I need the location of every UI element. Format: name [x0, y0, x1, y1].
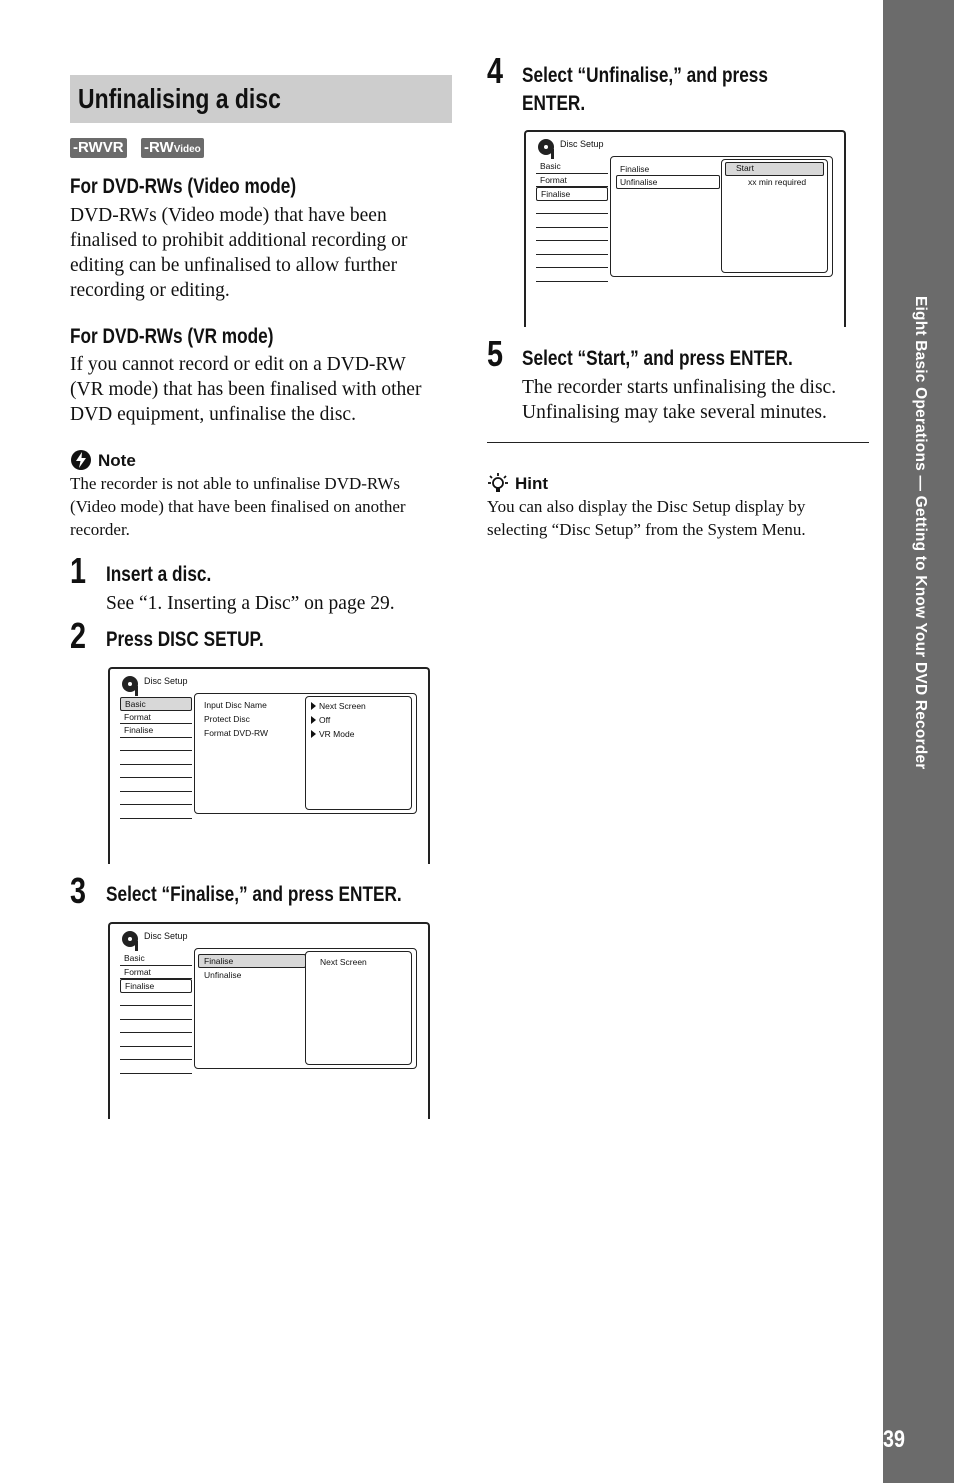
vr-mode-text: If you cannot record or edit on a DVD-RW (VR mode) that has been finalised with other DVD equipment, unfinalise the disc.	[70, 354, 422, 425]
screen-disc-setup-finalise	[108, 922, 430, 1119]
menu-item-finalise[interactable]: Finalise	[120, 979, 192, 993]
options-panel	[721, 159, 828, 273]
menu-item-format[interactable]: Format	[536, 174, 608, 188]
step-1-title: Insert a disc.	[106, 563, 212, 586]
step-3-number: 3	[70, 870, 87, 911]
chapter-title: Eight Basic Operations — Getting to Know Your DVD Recorder	[912, 296, 929, 770]
menu-item-basic[interactable]: Basic	[120, 952, 192, 966]
item-unfinalise[interactable]: Unfinalise	[620, 177, 658, 187]
time-required: xx min required	[748, 177, 807, 187]
setup-menu	[120, 952, 192, 1074]
menu-item-basic[interactable]: Basic	[536, 160, 608, 174]
menu-item-basic[interactable]: Basic	[120, 697, 192, 711]
step-3-title: Select “Finalise,” and press ENTER.	[106, 883, 402, 906]
setup-menu	[536, 160, 608, 282]
screen-title: Disc Setup	[144, 676, 188, 686]
settings-panel	[610, 156, 833, 277]
divider	[487, 442, 869, 443]
step-4-title: Select “Unfinalise,” and press ENTER.	[522, 64, 768, 115]
note-text: The recorder is not able to unfinalise DVD-RWs (Video mode) that have been finalised on another recorder.	[70, 474, 406, 539]
item-protect-disc[interactable]: Protect Disc	[204, 714, 250, 724]
item-finalise[interactable]: Finalise	[620, 164, 650, 174]
badge-rw-vr: -RWVR	[70, 138, 127, 158]
step-2-title: Press DISC SETUP.	[106, 628, 264, 651]
option-next-screen[interactable]: Next Screen	[311, 701, 366, 711]
screen-disc-setup-basic	[108, 667, 430, 864]
note-icon	[70, 449, 92, 471]
video-mode-heading: For DVD-RWs (Video mode)	[70, 175, 297, 198]
options-panel	[305, 951, 412, 1065]
section-title-bar	[70, 75, 452, 123]
video-mode-text: DVD-RWs (Video mode) that have been finalised to prohibit additional recording or editing can be unfinalised to allow further recording or editing.	[70, 205, 408, 301]
page-number: 39	[883, 1426, 905, 1453]
step-5-title: Select “Start,” and press ENTER.	[522, 347, 793, 370]
badge-rw-video: -RWVideo	[141, 138, 204, 158]
menu-item-format[interactable]: Format	[120, 711, 192, 725]
lightbulb-icon	[487, 472, 509, 496]
option-vr-mode[interactable]: VR Mode	[311, 729, 354, 739]
chapter-side-tab	[883, 0, 954, 1483]
start-button[interactable]: Start	[736, 163, 754, 173]
menu-item-format[interactable]: Format	[120, 966, 192, 980]
screen-disc-setup-unfinalise	[524, 130, 846, 327]
item-unfinalise[interactable]: Unfinalise	[204, 970, 242, 980]
step-1-number: 1	[70, 550, 87, 591]
options-panel	[305, 696, 412, 810]
menu-item-finalise[interactable]: Finalise	[536, 187, 608, 201]
option-off[interactable]: Off	[311, 715, 330, 725]
settings-panel	[194, 948, 417, 1069]
step-2-number: 2	[70, 615, 87, 656]
menu-item-finalise[interactable]: Finalise	[120, 724, 192, 738]
step-1-desc: See “1. Inserting a Disc” on page 29.	[106, 593, 395, 614]
settings-panel	[194, 693, 417, 814]
item-input-disc-name[interactable]: Input Disc Name	[204, 700, 267, 710]
step-5-number: 5	[487, 333, 504, 374]
vr-mode-heading: For DVD-RWs (VR mode)	[70, 325, 274, 348]
step-5-desc: The recorder starts unfinalising the disc. Unfinalising may take several minutes.	[522, 377, 837, 423]
item-finalise[interactable]: Finalise	[204, 956, 234, 966]
screen-title: Disc Setup	[144, 931, 188, 941]
setup-menu	[120, 697, 192, 819]
section-title: Unfinalising a disc	[78, 83, 281, 114]
screen-title: Disc Setup	[560, 139, 604, 149]
option-next-screen[interactable]: Next Screen	[320, 957, 367, 967]
item-format-dvd-rw[interactable]: Format DVD-RW	[204, 728, 269, 738]
hint-text: You can also display the Disc Setup display by selecting “Disc Setup” from the System Menu.	[487, 497, 806, 539]
step-4-number: 4	[487, 50, 504, 91]
